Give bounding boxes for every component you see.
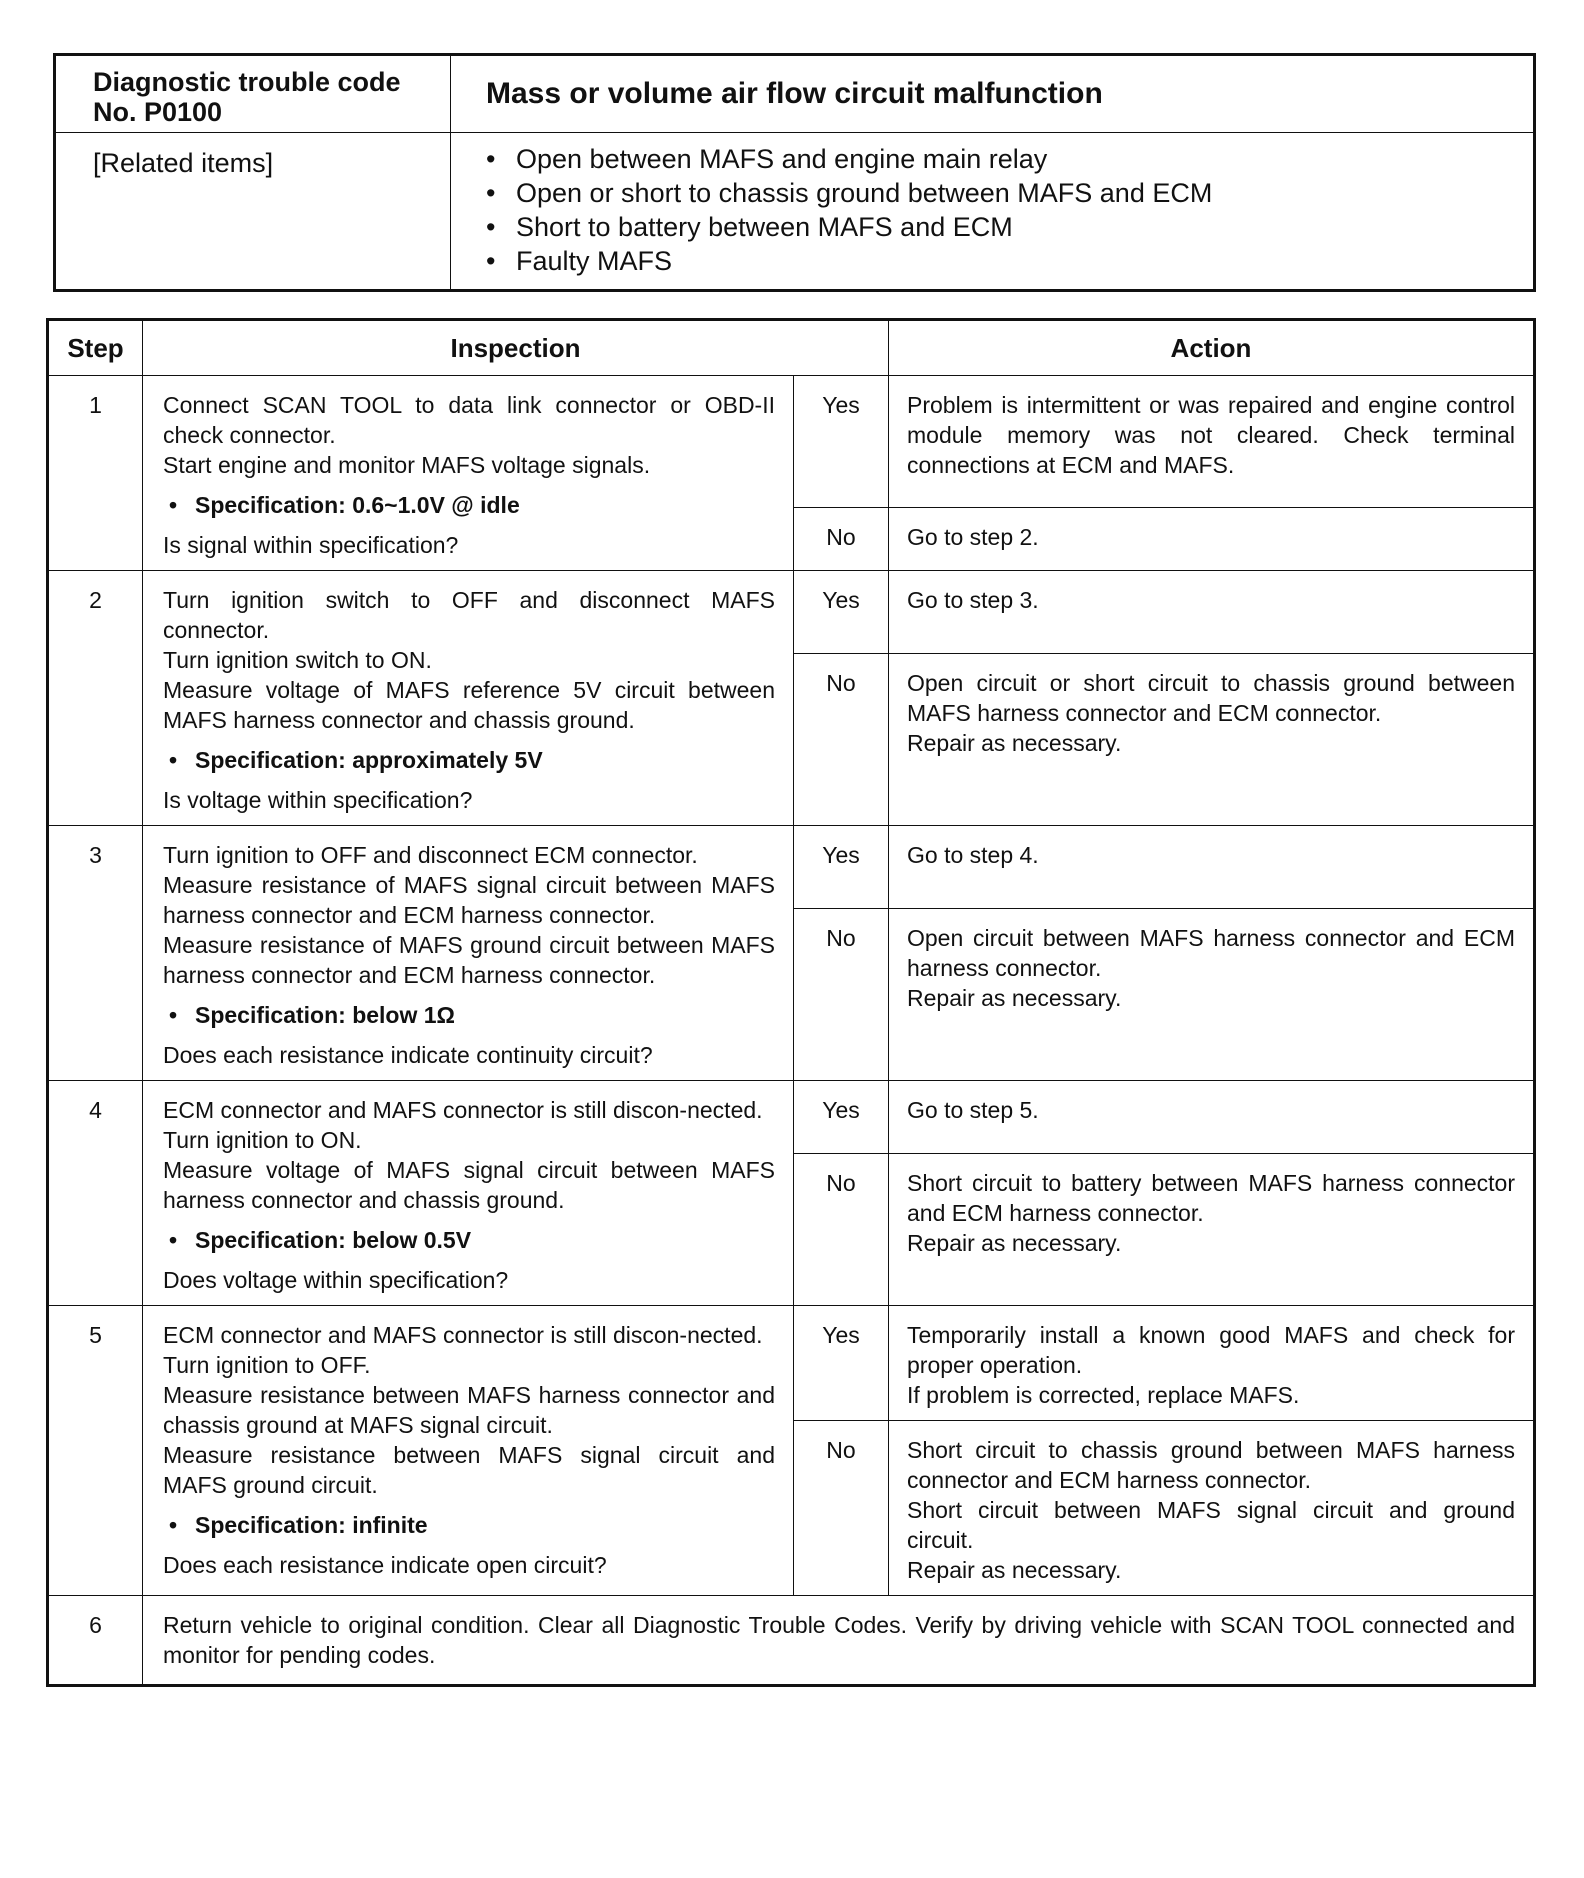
no-label: No [794, 653, 889, 826]
specification: • Specification: 0.6~1.0V @ idle [163, 490, 775, 520]
table-row-step-2 [48, 571, 1535, 654]
inspection-cell [143, 1081, 794, 1306]
action-line: Go to step 4. [907, 842, 1039, 868]
step-number: 2 [48, 571, 143, 826]
yes-action [889, 376, 1535, 508]
action-header: Action [889, 320, 1535, 376]
step-number: 6 [48, 1596, 143, 1686]
step-header: Step [48, 320, 143, 376]
action-line: Open circuit or short circuit to chassis ground between MAFS harness connector and ECM connector. [907, 669, 1515, 726]
no-action [889, 1153, 1535, 1305]
inspection-line: Measure voltage of MAFS signal circuit between MAFS harness connector and chassis ground. [163, 1157, 775, 1213]
yes-action [889, 571, 1535, 654]
yes-label: Yes [794, 1306, 889, 1421]
action-line: Problem is intermittent or was repaired and engine control module memory was not cleared. Check terminal connections at ECM and MAFS. [907, 392, 1515, 478]
table-row-step-3 [48, 826, 1535, 909]
step-number: 1 [48, 376, 143, 571]
related-items-cell [451, 133, 1535, 291]
no-label: No [794, 1421, 889, 1596]
action-line: Temporarily install a known good MAFS and check for proper operation. [907, 1322, 1515, 1378]
yes-label: Yes [794, 376, 889, 508]
no-label: No [794, 908, 889, 1081]
yes-action [889, 1081, 1535, 1154]
yes-action [889, 1306, 1535, 1421]
no-label: No [794, 507, 889, 570]
action-line: Go to step 2. [907, 523, 1039, 550]
action-line: Repair as necessary. [907, 1557, 1122, 1583]
inspection-line: Turn ignition switch to ON. [163, 647, 432, 673]
inspection-line: Measure voltage of MAFS reference 5V circuit between MAFS harness connector and chassis ground. [163, 677, 775, 733]
inspection-cell [143, 571, 794, 826]
action-line: Repair as necessary. [907, 984, 1122, 1011]
step-number: 5 [48, 1306, 143, 1596]
specification: • Specification: below 0.5V [163, 1225, 775, 1255]
inspection-table [46, 318, 1536, 1687]
action-line: Go to step 5. [907, 1097, 1039, 1123]
no-action [889, 653, 1535, 826]
inspection-line: ECM connector and MAFS connector is still discon-nected. [163, 1322, 763, 1348]
inspection-line: Measure resistance of MAFS ground circuit between MAFS harness connector and ECM harness connector. [163, 932, 775, 988]
specification: • Specification: approximately 5V [163, 745, 775, 775]
table-header-row [48, 320, 1535, 376]
inspection-line: ECM connector and MAFS connector is still discon-nected. [163, 1097, 763, 1123]
related-item: • Open between MAFS and engine main relay [486, 142, 1532, 176]
inspection-line: Turn ignition to OFF and disconnect ECM connector. [163, 842, 698, 868]
table-row-step-1 [48, 376, 1535, 508]
related-item: • Faulty MAFS [486, 244, 1532, 278]
dtc-title-cell [451, 55, 1535, 133]
dtc-code-label: Diagnostic trouble code No. P0100 [55, 55, 451, 133]
inspection-header: Inspection [143, 320, 889, 376]
step-number: 3 [48, 826, 143, 1081]
action-line: Short circuit to battery between MAFS harness connector and ECM harness connector. [907, 1169, 1515, 1226]
step-number: 4 [48, 1081, 143, 1306]
related-items-label: [Related items] [93, 148, 274, 178]
no-action [889, 507, 1535, 570]
yes-label: Yes [794, 826, 889, 909]
action-line: Open circuit between MAFS harness connector and ECM harness connector. [907, 924, 1515, 981]
inspection-line: Start engine and monitor MAFS voltage signals. [163, 452, 651, 478]
action-line: Short circuit to chassis ground between MAFS harness connector and ECM harness connector. [907, 1437, 1515, 1493]
inspection-question: Is voltage within specification? [163, 787, 473, 813]
no-action [889, 908, 1535, 1081]
related-items-label-cell [55, 133, 451, 291]
dtc-title: Mass or volume air flow circuit malfunction [486, 77, 1103, 110]
inspection-line: Measure resistance between MAFS signal circuit and MAFS ground circuit. [163, 1442, 775, 1498]
inspection-line: Turn ignition to OFF. [163, 1352, 371, 1378]
yes-action [889, 826, 1535, 909]
inspection-line: Connect SCAN TOOL to data link connector or OBD-II check connector. [163, 392, 775, 448]
inspection-question: Does voltage within specification? [163, 1267, 509, 1293]
inspection-cell [143, 826, 794, 1081]
specification: • Specification: infinite [163, 1510, 775, 1540]
no-label: No [794, 1153, 889, 1305]
inspection-line: Turn ignition to ON. [163, 1127, 362, 1153]
action-line: If problem is corrected, replace MAFS. [907, 1382, 1300, 1408]
inspection-line: Turn ignition switch to OFF and disconnect MAFS connector. [163, 587, 775, 643]
action-line: Repair as necessary. [907, 1229, 1122, 1256]
inspection-line: Measure resistance between MAFS harness connector and chassis ground at MAFS signal circuit. [163, 1382, 775, 1438]
final-step-text: Return vehicle to original condition. Clear all Diagnostic Trouble Codes. Verify by driving vehicle with SCAN TOOL connected and monitor for pending codes. [143, 1596, 1535, 1686]
inspection-question: Does each resistance indicate open circuit? [163, 1552, 607, 1578]
table-row-step-6 [48, 1596, 1535, 1686]
related-item: • Short to battery between MAFS and ECM [486, 210, 1532, 244]
action-line: Repair as necessary. [907, 729, 1122, 756]
table-row-step-4 [48, 1081, 1535, 1154]
inspection-cell [143, 1306, 794, 1596]
specification: • Specification: below 1Ω [163, 1000, 775, 1030]
inspection-question: Does each resistance indicate continuity circuit? [163, 1042, 653, 1068]
no-action [889, 1421, 1535, 1596]
related-item: • Open or short to chassis ground between MAFS and ECM [486, 176, 1532, 210]
inspection-cell [143, 376, 794, 571]
inspection-question: Is signal within specification? [163, 532, 459, 558]
inspection-line: Measure resistance of MAFS signal circuit between MAFS harness connector and ECM harness connector. [163, 872, 775, 928]
action-line: Go to step 3. [907, 587, 1039, 613]
dtc-header-table [53, 53, 1536, 292]
yes-label: Yes [794, 571, 889, 654]
yes-label: Yes [794, 1081, 889, 1154]
table-row-step-5 [48, 1306, 1535, 1421]
related-items-list [452, 142, 1532, 278]
action-line: Short circuit between MAFS signal circuit and ground circuit. [907, 1497, 1515, 1553]
